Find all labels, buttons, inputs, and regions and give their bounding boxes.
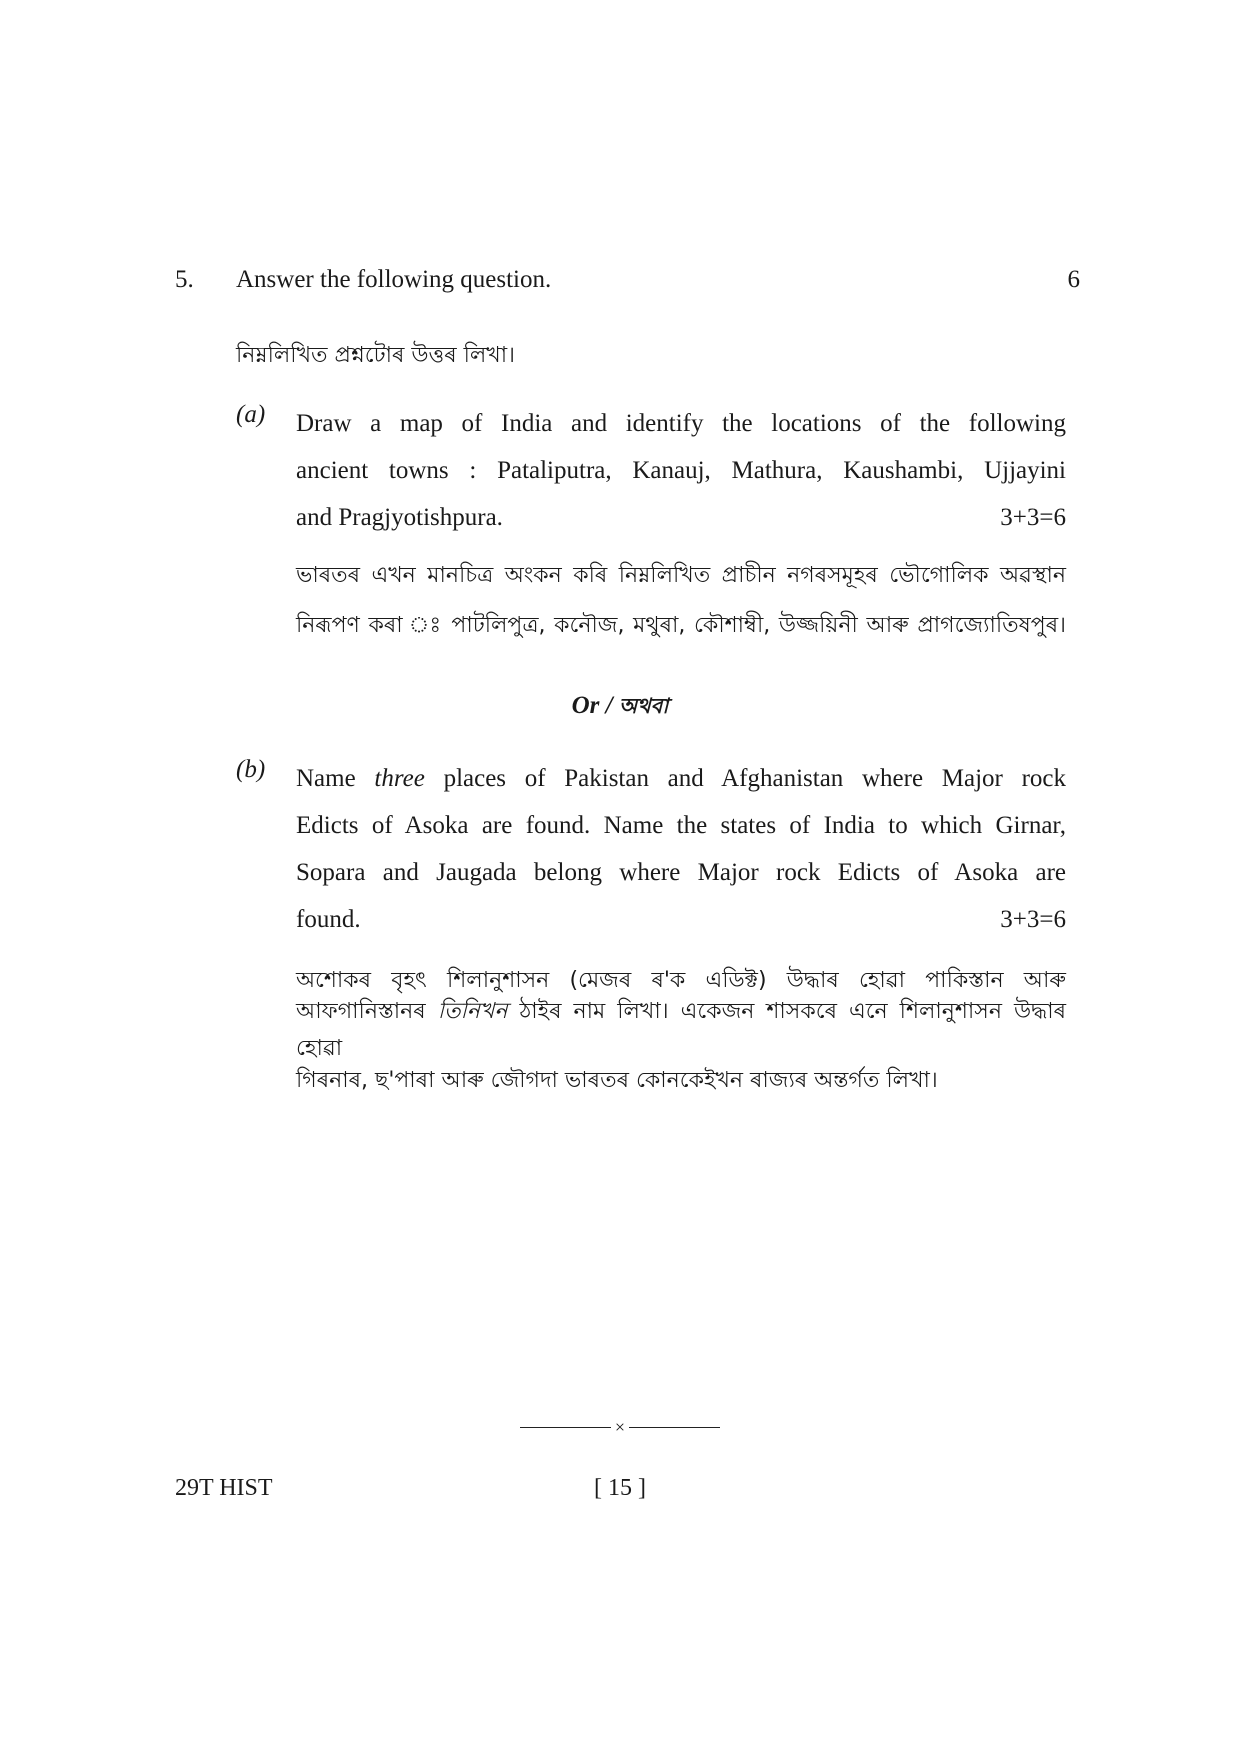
part-b-line-4: found. [296, 905, 361, 933]
part-b-label: (b) [236, 756, 266, 783]
part-a-line-1: Draw a map of India and identify the locations of the following [296, 409, 1066, 437]
part-b-bn-line-2-pre: আফগানিস্তানৰ [296, 999, 438, 1024]
part-b-line-1-post: places of Pakistan and Afghanistan where Major rock [424, 764, 1066, 792]
page-number: [ 15 ] [594, 1475, 646, 1501]
question-text-bengali: নিম্নলিখিত প্ৰশ্নটোৰ উত্তৰ লিখা। [236, 343, 516, 368]
part-b-bn-line-3: গিৰনাৰ, ছ'পাৰা আৰু জৌগদা ভাৰতৰ কোনকেইখন ৰাজ্যৰ অন্তৰ্গত লিখা। [296, 1067, 938, 1093]
question-marks: 6 [1067, 266, 1080, 293]
part-a-english [296, 400, 1066, 541]
part-a-marks: 3+3=6 [1000, 503, 1066, 531]
part-b-bn-line-2-post: ঠাইৰ নাম লিখা। একেজন শাসকৰে এনে শিলানুশাসন উদ্ধাৰ হোৱা [296, 999, 1067, 1061]
question-text: Answer the following question. [236, 266, 552, 293]
part-a-bengali [296, 551, 1066, 651]
paper-code: 29T HIST [175, 1475, 273, 1501]
separator-cross: × [614, 1417, 626, 1437]
part-b-bn-line-1: অশোকৰ বৃহৎ শিলানুশাসন (মেজৰ ৰ'ক এডিক্ট) উদ্ধাৰ হোৱা পাকিস্তান আৰু [296, 967, 1066, 993]
part-b-marks: 3+3=6 [1000, 905, 1066, 933]
or-bengali: অথবা [618, 694, 669, 718]
part-a-label: (a) [236, 401, 266, 428]
or-slash: / [599, 692, 619, 719]
part-a-line-2: ancient towns : Pataliputra, Kanauj, Mathura, Kaushambi, Ujjayini [296, 456, 1066, 484]
part-b-line-1 [296, 764, 1066, 794]
separator-line-right [629, 1427, 720, 1428]
part-a-bn-line-2: নিৰূপণ কৰা ঃ পাটলিপুত্ৰ, কনৌজ, মথুৰা, কৌশাম্বী, উজ্জয়িনী আৰু প্ৰাগজ্যোতিষপুৰ। [296, 612, 1066, 638]
separator-line-left [520, 1427, 611, 1428]
part-a-line-3: and Pragjyotishpura. [296, 503, 503, 531]
part-b-line-2: Edicts of Asoka are found. Name the states of India to which Girnar, [296, 811, 1066, 839]
part-b-line-3: Sopara and Jaugada belong where Major rock Edicts of Asoka are [296, 858, 1066, 886]
end-separator [520, 1418, 720, 1436]
or-english: Or [571, 692, 600, 719]
or-divider [0, 690, 1240, 725]
part-a-bn-line-1: ভাৰতৰ এখন মানচিত্ৰ অংকন কৰি নিম্নলিখিত প্ৰাচীন নগৰসমূহৰ ভৌগোলিক অৱস্থান [296, 562, 1066, 588]
part-b-bengali [296, 956, 1066, 1106]
part-b-english [296, 755, 1066, 943]
part-b-line-1-pre: Name [296, 764, 375, 792]
part-b-bn-line-2-emphasis: তিনিখন [437, 999, 508, 1024]
question-number: 5. [175, 266, 194, 293]
part-b-line-1-emphasis: three [374, 764, 425, 792]
part-b-bn-line-2 [296, 994, 1066, 1068]
